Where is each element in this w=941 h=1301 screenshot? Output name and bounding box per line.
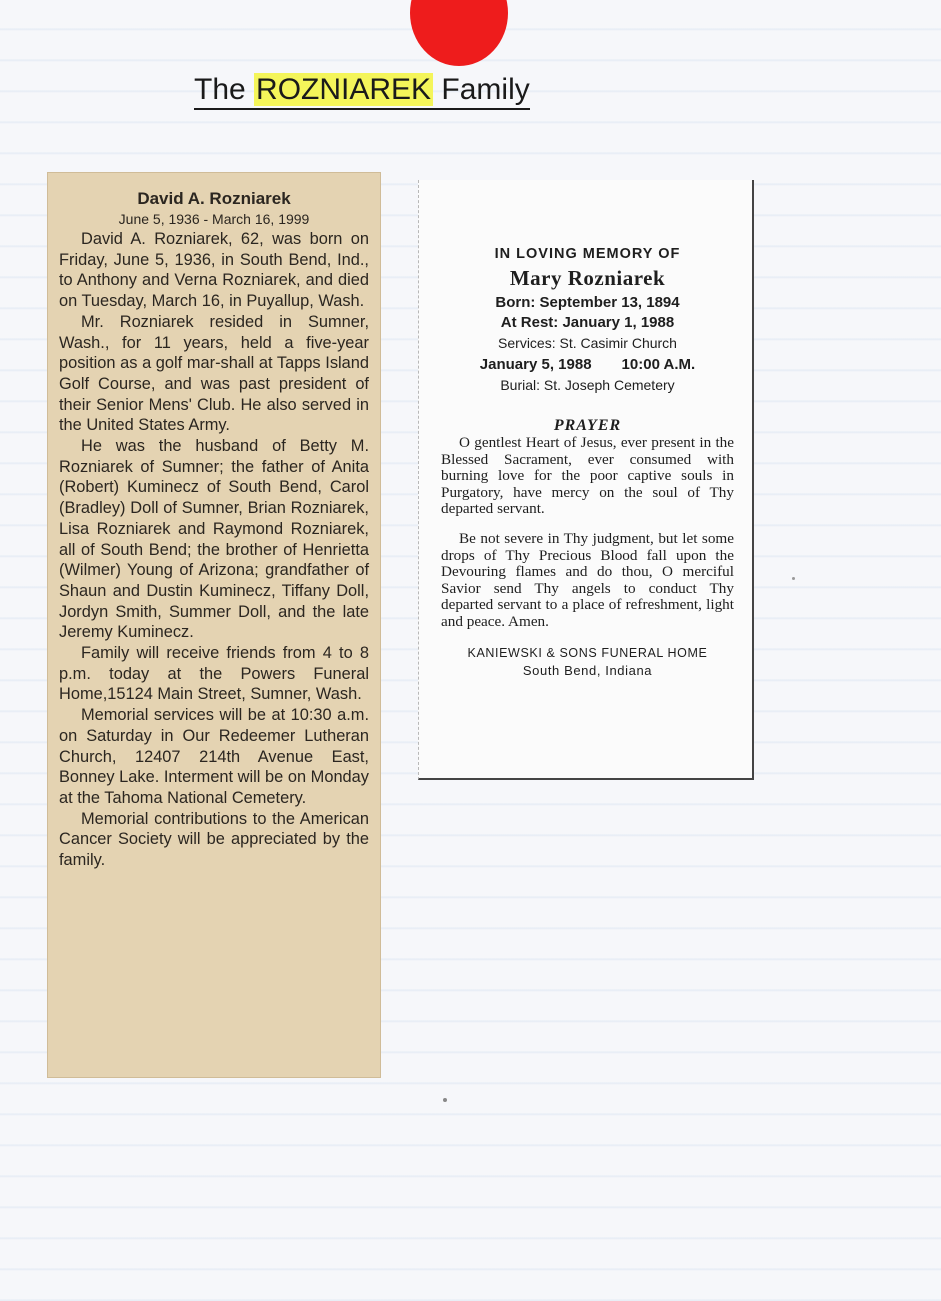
obituary-dates: June 5, 1936 - March 16, 1999 <box>118 211 310 227</box>
red-page-tab <box>410 0 508 66</box>
card-born: Born: September 13, 1894 <box>495 294 680 311</box>
funeral-home-city: South Bend, Indiana <box>522 662 653 678</box>
card-service-datetime <box>441 355 734 375</box>
obituary-name: David A. Rozniarek <box>137 189 291 208</box>
prayer-paragraph: O gentlest Heart of Jesus, ever present in the Blessed Sacrament, ever consumed with burning love for the poor captive souls in Purgatory, have mercy on the soul of Thy departed servant. <box>441 434 734 518</box>
obituary-paragraph: Family will receive friends from 4 to 8 p.m. today at the Powers Funeral Home,15124 Main Street, Sumner, Wash. <box>59 644 369 704</box>
card-service-date: January 5, 1988 <box>479 356 592 373</box>
page-title-prefix: The <box>194 73 255 106</box>
page-title-highlight: ROZNIAREK <box>256 73 432 106</box>
card-name: Mary Rozniarek <box>509 266 666 290</box>
obituary-paragraph: Mr. Rozniarek resided in Sumner, Wash., for 11 years, held a five-year position as a golf mar-shall at Tapps Island Golf Course, and was past president of their Senior Mens' Club. He also served in the United States Army. <box>59 312 369 435</box>
paper-speck <box>443 1098 447 1102</box>
card-burial: Burial: St. Joseph Cemetery <box>500 377 675 393</box>
card-heading: IN LOVING MEMORY OF <box>494 246 681 262</box>
obituary-clipping <box>47 172 381 1078</box>
obituary-paragraph: He was the husband of Betty M. Rozniarek of Sumner; the father of Anita (Robert) Kuminecz of South Bend, Carol (Bradley) Doll of Sumner, Brian Rozniarek, Lisa Rozniarek and Raymond Rozniarek, all of South Bend; the brother of Henrietta (Wilmer) Young of Arizona; grandfather of Shaun and Dustin Kuminecz, Tiffany Doll, Jordyn Smith, Summer Doll, and the late Jeremy Kuminecz. <box>59 437 369 642</box>
page-title <box>194 72 530 110</box>
funeral-home-name: KANIEWSKI & SONS FUNERAL HOME <box>467 645 708 660</box>
prayer-title: PRAYER <box>553 417 622 434</box>
obituary-paragraph: David A. Rozniarek, 62, was born on Friday, June 5, 1936, in South Bend, Ind., to Anthony and Verna Rozniarek, and died on Tuesday, March 16, in Puyallup, Wash. <box>59 230 369 311</box>
card-services: Services: St. Casimir Church <box>498 335 677 351</box>
prayer-paragraph: Be not severe in Thy judgment, but let some drops of Thy Precious Blood fall upon the Devouring flames and do thou, O merciful Savior send Thy angels to conduct Thy departed servant to a place of refreshment, light and peace. Amen. <box>441 529 734 630</box>
memorial-card <box>418 180 754 780</box>
card-at-rest: At Rest: January 1, 1988 <box>500 314 675 331</box>
card-service-time: 10:00 A.M. <box>621 356 696 373</box>
page-title-suffix: Family <box>433 73 530 106</box>
paper-speck <box>792 577 795 580</box>
obituary-paragraph: Memorial contributions to the American Cancer Society will be appreciated by the family. <box>59 809 369 870</box>
obituary-paragraph: Memorial services will be at 10:30 a.m. on Saturday in Our Redeemer Lutheran Church, 12407 214th Avenue East, Bonney Lake. Interment will be on Monday at the Tahoma National Cemetery. <box>59 706 369 807</box>
